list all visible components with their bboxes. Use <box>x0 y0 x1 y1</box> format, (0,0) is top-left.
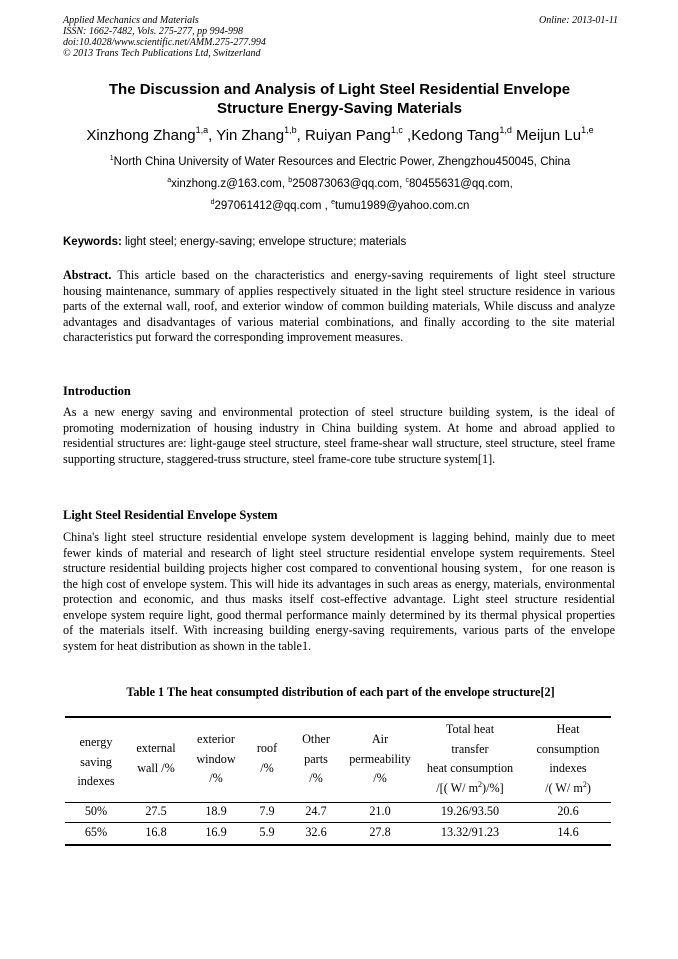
keywords-label: Keywords: <box>63 236 122 248</box>
affiliation <box>40 155 640 169</box>
table-header-cell <box>287 730 345 789</box>
author-sup: 1,b <box>284 125 297 135</box>
email-sup: c <box>405 177 410 184</box>
author-sep: , <box>296 127 305 144</box>
table-row <box>65 802 611 822</box>
table-header-cell <box>247 739 287 778</box>
author-sep: , <box>208 127 217 144</box>
email: 297061412@qq.com , <box>214 200 332 212</box>
envelope-system-paragraph: China's light steel structure residential envelope system development is lagging behind, mainly due to meet fewer kinds of material and research of light steel structure residential envelope system requirements. Steel structure residential building projects higher cost compared to conventional housing system，for one reason is the high cost of envelope system. This will hide its advantages in such areas as energy, materials, environmental protection and economic, and thus masks itself cost-effective advantage. Light steel structure residential envelope system require light, good thermal performance mainly determined by its thermal physical properties of the materials itself. With increasing building energy-saving requirements, various parts of the envelope system for heat distribution as shown in the table1. <box>63 530 615 653</box>
online-date: Online: 2013-01-11 <box>539 15 618 26</box>
units-sup: 2 <box>478 779 483 789</box>
table-cell: 18.9 <box>205 804 227 818</box>
header-line: Heat <box>556 722 580 736</box>
table-cell: 13.32/91.23 <box>440 825 500 839</box>
table-cell: 19.26/93.50 <box>440 804 500 818</box>
title-line-1: The Discussion and Analysis of Light Steel Residential Envelope <box>108 81 571 98</box>
emails-line-2 <box>40 199 640 213</box>
table-header-cell <box>65 733 127 792</box>
table-header-cell <box>525 720 611 798</box>
author-sup: 1,a <box>195 125 209 135</box>
table-header-cell <box>127 739 185 778</box>
email: 250873063@qq.com, <box>292 178 406 190</box>
email-sup: e <box>331 199 335 206</box>
table-cell: 27.8 <box>369 825 391 839</box>
header-line: energy <box>79 735 113 749</box>
table-cell: 50% <box>84 804 108 818</box>
copyright-line: © 2013 Trans Tech Publications Ltd, Switzerland <box>63 48 261 59</box>
header-line: /% <box>309 771 323 785</box>
author <box>305 127 411 144</box>
table-bottom-rule <box>65 844 611 846</box>
header-line: window <box>196 751 236 766</box>
header-line: wall /% <box>137 760 175 775</box>
header-line: roof <box>256 741 278 755</box>
header-line: /% <box>260 760 274 775</box>
email-sup: d <box>210 199 215 206</box>
table-cell: 20.6 <box>557 804 579 818</box>
abstract-text: This article based on the characteristics and energy-saving requirements of light steel structure housing maintenance, summary of applies respectively situated in the light steel structure residence in various parts of the external wall, roof, and exterior window of common building materials, While discuss and analyze advantages and disadvantages of various material combinations, and finally according to the site material characteristics put forward the corresponding improvement measures. <box>63 268 615 344</box>
units-text: ) <box>586 780 591 795</box>
header-line: indexes <box>77 774 115 788</box>
author-name: Kedong Tang <box>411 127 500 144</box>
author-name: Xinzhong Zhang <box>86 127 196 144</box>
author-sup: 1,e <box>581 125 594 135</box>
author-list <box>40 126 640 146</box>
header-line: Other <box>302 732 330 746</box>
journal-name: Applied Mechanics and Materials <box>63 15 199 26</box>
table-top-rule <box>65 716 611 718</box>
paper-title <box>63 80 616 118</box>
header-line: parts <box>304 751 328 766</box>
table-caption: Table 1 The heat consumpted distribution of each part of the envelope structure[2] <box>126 685 555 699</box>
emails-line-1 <box>40 177 640 191</box>
abstract-label: Abstract. <box>63 268 112 282</box>
email: 80455631@qq.com, <box>409 178 513 190</box>
table-cell: 27.5 <box>145 804 167 818</box>
header-units-line <box>415 779 525 799</box>
table-row <box>65 823 611 843</box>
author-sup: 1,c <box>390 125 403 135</box>
table-cell: 65% <box>84 825 108 839</box>
issn-line: ISSN: 1662-7482, Vols. 275-277, pp 994-998 <box>63 26 243 37</box>
header-line: saving <box>80 754 112 769</box>
table-cell: 16.9 <box>205 825 227 839</box>
author-sup: 1,d <box>499 125 512 135</box>
header-line: permeability <box>349 751 411 766</box>
header-units-line <box>525 779 611 799</box>
table-cell: 7.9 <box>259 804 275 818</box>
header-line: external <box>136 741 176 755</box>
units-sup: 2 <box>582 779 587 789</box>
table-cell: 32.6 <box>305 825 327 839</box>
table-header-cell <box>345 730 415 789</box>
doi-line: doi:10.4028/www.scientific.net/AMM.275-277.994 <box>63 37 266 48</box>
author-sep: , <box>402 127 412 144</box>
email: xinzhong.z@163.com, <box>171 178 289 190</box>
header-line: transfer <box>451 741 489 756</box>
units-text: )/%] <box>482 780 504 795</box>
section-heading-introduction: Introduction <box>63 384 131 398</box>
header-line: Air <box>371 732 389 746</box>
table-cell: 5.9 <box>259 825 275 839</box>
author <box>216 127 305 144</box>
units-text: /( W/ m <box>545 780 583 795</box>
table-cell: 24.7 <box>305 804 327 818</box>
keywords-text: light steel; energy-saving; envelope structure; materials <box>121 236 407 248</box>
header-line: consumption <box>536 741 600 756</box>
header-line: /% <box>209 771 223 785</box>
email-sup: b <box>288 177 293 184</box>
header-line: exterior <box>197 732 235 746</box>
author-name: Meijun Lu <box>516 127 582 144</box>
email-sup: a <box>167 177 172 184</box>
journal-header <box>63 15 618 59</box>
table-header-cell <box>185 730 247 789</box>
affiliation-sup: 1 <box>109 155 114 162</box>
table-header-cell <box>415 720 525 798</box>
author-name: Yin Zhang <box>216 127 285 144</box>
author <box>86 127 216 144</box>
header-line: heat consumption <box>426 761 514 775</box>
table-cell: 21.0 <box>369 804 391 818</box>
author <box>516 127 594 144</box>
abstract-paragraph <box>63 268 615 346</box>
header-line: Total heat <box>445 722 495 736</box>
units-text: /[( W/ m <box>436 780 479 795</box>
table-cell: 16.8 <box>145 825 167 839</box>
header-line: /% <box>373 771 387 785</box>
header-line: indexes <box>549 761 587 775</box>
keywords-line <box>63 235 618 249</box>
title-line-2: Structure Energy-Saving Materials <box>216 100 463 117</box>
author <box>411 127 516 144</box>
section-heading-envelope-system: Light Steel Residential Envelope System <box>63 508 278 522</box>
affiliation-text: North China University of Water Resources and Electric Power, Zhengzhou450045, China <box>113 156 571 168</box>
author-name: Ruiyan Pang <box>304 127 391 144</box>
introduction-paragraph: As a new energy saving and environmental protection of steel structure building system, is the ideal of promoting modernization of housing industry in China building system. At home and abroad applied to residential structures are: light-gauge steel structure, steel frame-shear wall structure, steel structure, steel frame supporting structure, staggered-truss structure, steel frame-core tube structure system[1]. <box>63 405 615 466</box>
email: tumu1989@yahoo.com.cn <box>334 200 470 212</box>
table-cell: 14.6 <box>557 825 579 839</box>
